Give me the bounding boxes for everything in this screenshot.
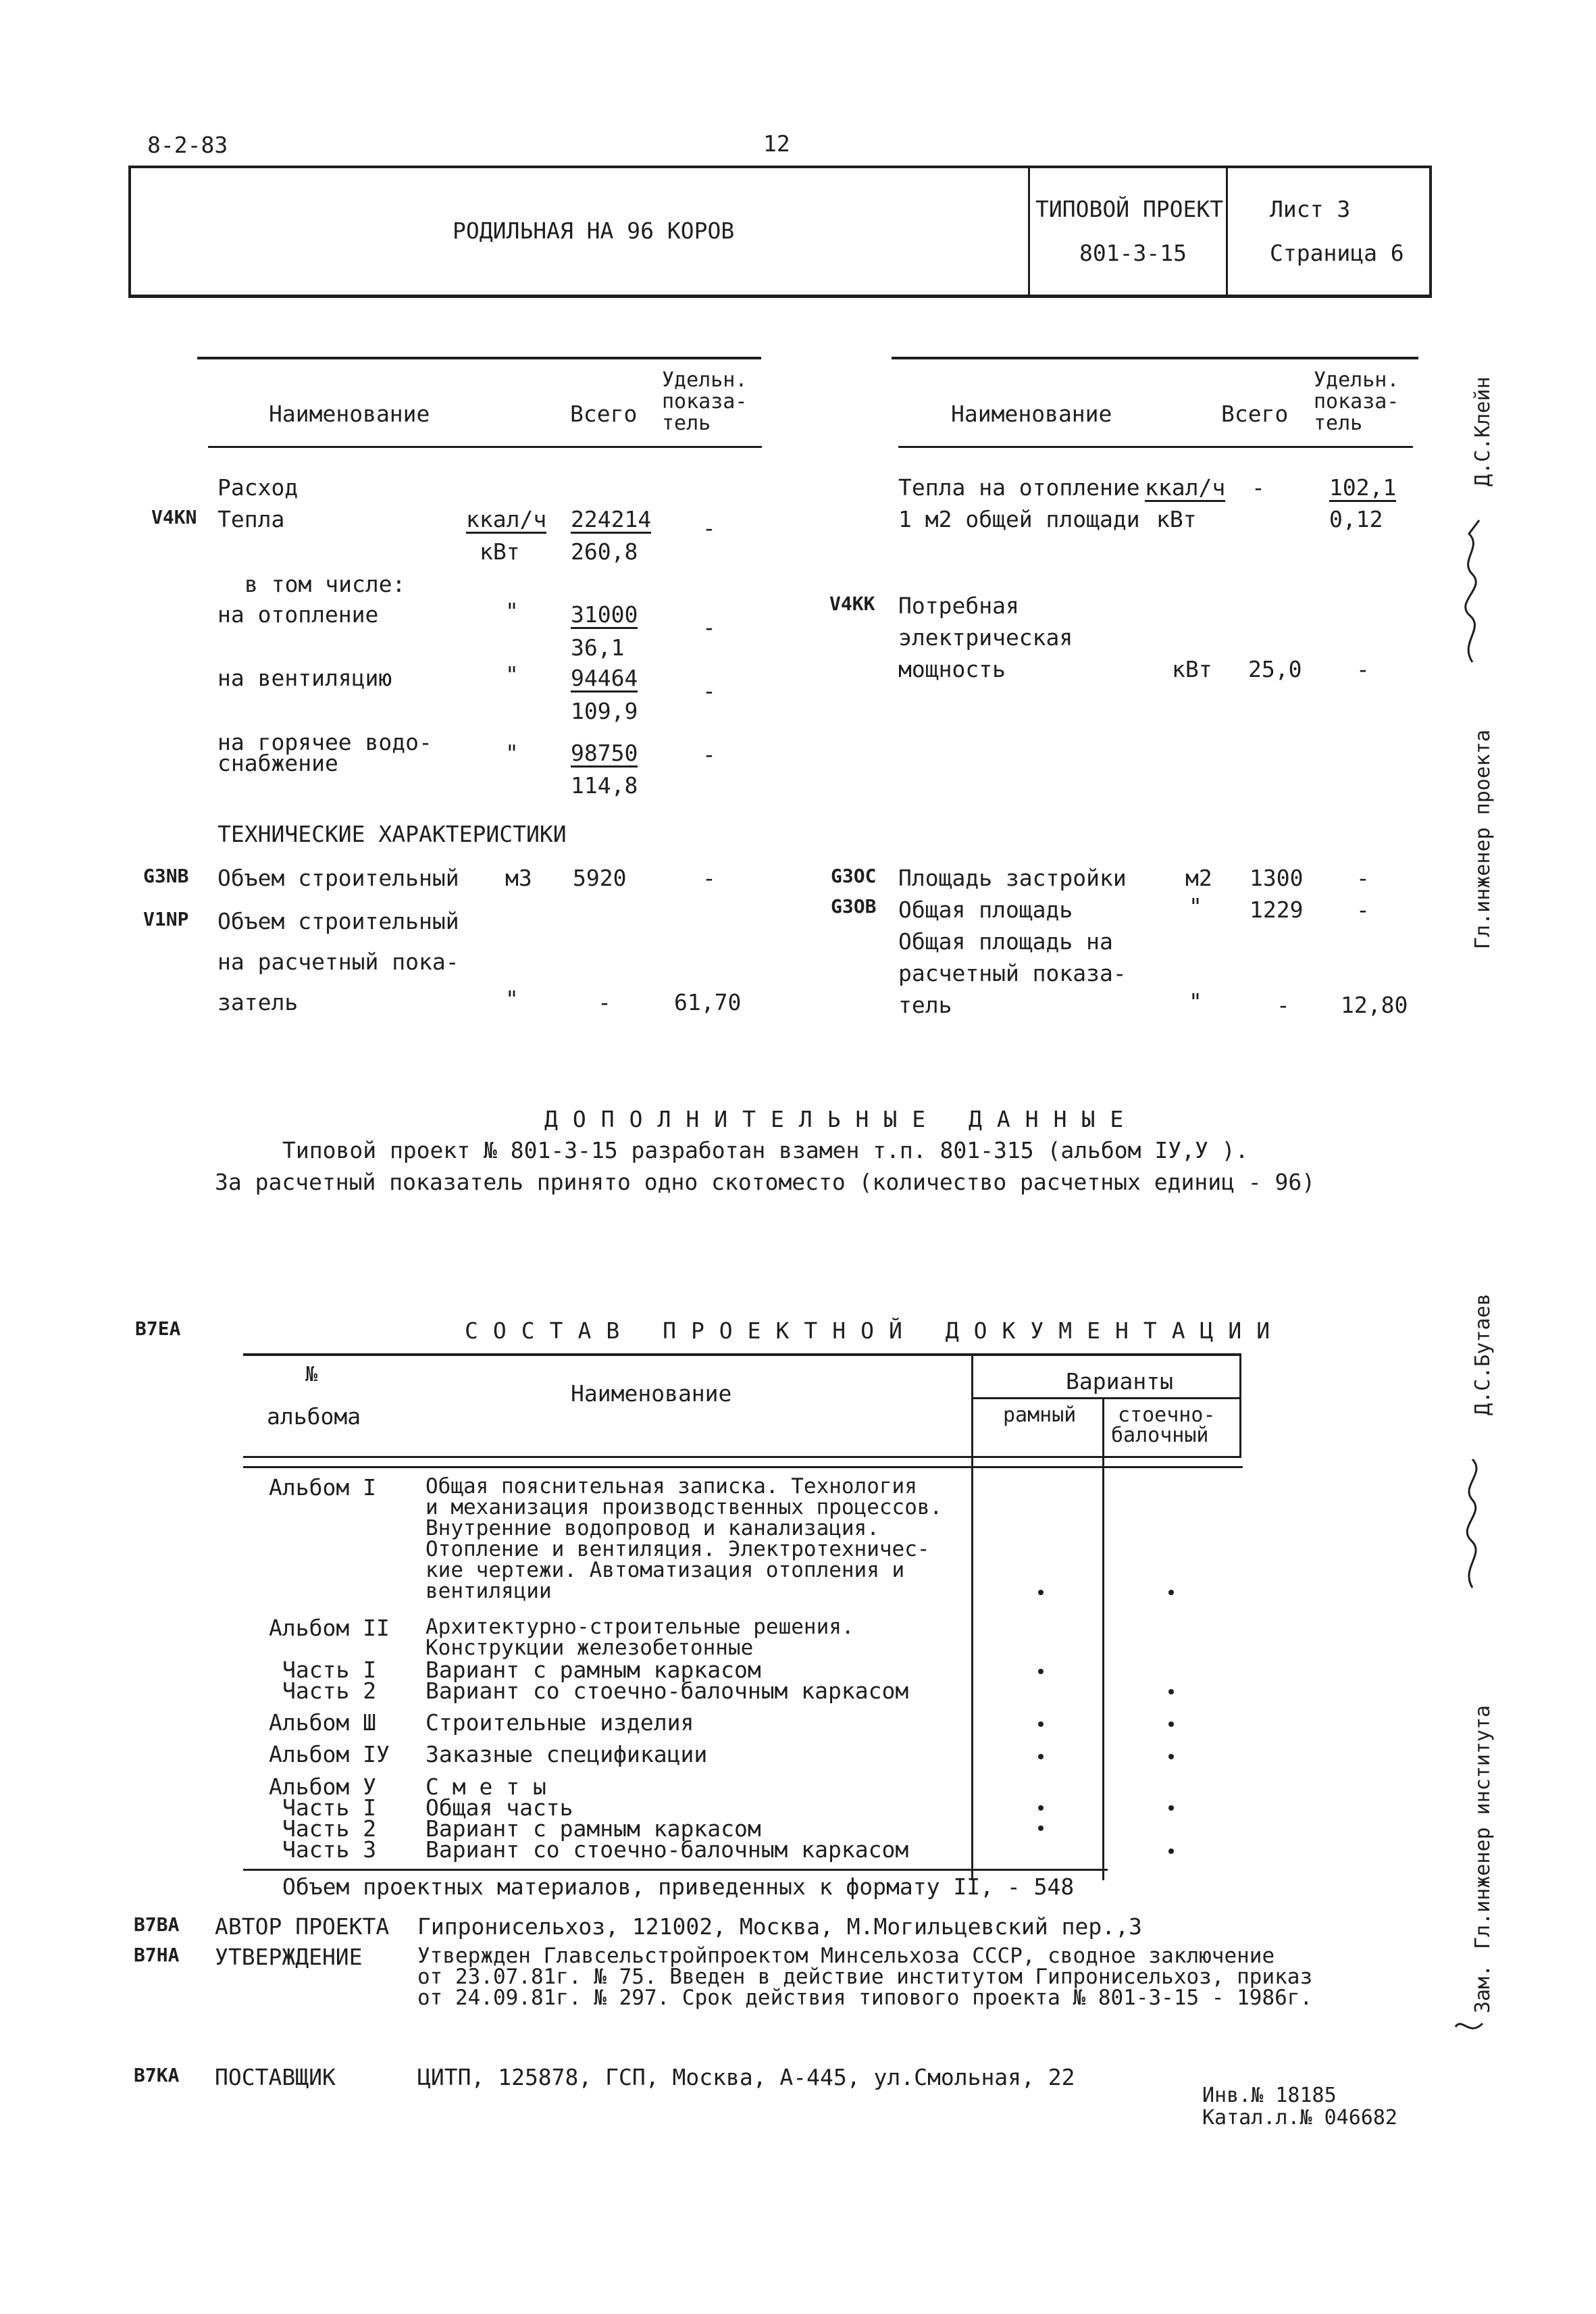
- power-label-1: Потребная: [898, 593, 1019, 619]
- album-1-line: вентиляции: [426, 1579, 552, 1603]
- left-header-specific-2: показа-: [662, 390, 748, 413]
- album-4-number: Альбом IУ: [269, 1741, 390, 1767]
- volume-unit: м3: [505, 865, 532, 891]
- composition-code: B7EA: [135, 1317, 181, 1340]
- album-5-part-1-post-mark: [1168, 1805, 1174, 1811]
- right-table-top-rule: [892, 357, 1418, 359]
- project-number: 801-3-15: [1079, 240, 1187, 266]
- chief-institute-engineer-label: Гл.инженер института: [1471, 1705, 1495, 1949]
- album-4-text: Заказные спецификации: [426, 1741, 708, 1767]
- composition-head-post-1: стоечно-: [1118, 1403, 1216, 1427]
- heat-area-dash: -: [1252, 474, 1265, 501]
- heat-total-kw: 260,8: [571, 538, 638, 565]
- composition-head-no-1: №: [305, 1363, 318, 1386]
- document-title: РОДИЛЬНАЯ НА 96 КОРОВ: [453, 218, 735, 244]
- approval-text: [417, 1946, 1312, 2009]
- including-label: в том числе:: [244, 571, 406, 597]
- album-5-part-3-number: Часть 3: [282, 1836, 377, 1863]
- built-area-unit: м2: [1185, 865, 1212, 891]
- total-area-code: G3OB: [831, 895, 877, 917]
- album-1-line: кие чертежи. Автоматизация отопления и: [426, 1558, 905, 1582]
- hot-water-dash: -: [702, 741, 716, 768]
- album-3-frame-mark: [1038, 1721, 1044, 1727]
- heat-area-value: 102,1: [1329, 474, 1397, 501]
- total-area-dash: -: [1356, 897, 1370, 923]
- album-3-post-mark: [1168, 1721, 1174, 1727]
- hot-water-label-1: на горячее водо-: [217, 729, 432, 755]
- album-2-line: Конструкции железобетонные: [426, 1636, 754, 1660]
- heating-label: на отопление: [217, 601, 379, 628]
- album-4-post-mark: [1168, 1754, 1174, 1759]
- approval-label: УТВЕРЖДЕНИЕ: [215, 1944, 363, 1970]
- supplier-text: ЦИТП, 125878, ГСП, Москва, А-445, ул.Смольная, 22: [417, 2064, 1075, 2090]
- heat-code: V4KN: [151, 506, 197, 528]
- album-1-line: Отопление и вентиляция. Электротехничес-: [426, 1537, 930, 1561]
- title-divider-1: [1028, 166, 1030, 298]
- ventilation-dash: -: [702, 678, 716, 704]
- right-header-name: Наименование: [951, 401, 1112, 427]
- hot-water-ditto: ": [505, 740, 519, 766]
- album-5-part-3-text: Вариант со стоечно-балочным каркасом: [426, 1836, 909, 1863]
- heating-dash: -: [702, 614, 716, 640]
- right-header-total: Всего: [1221, 401, 1289, 427]
- title-block: [128, 166, 1432, 298]
- left-header-specific-1: Удельн.: [662, 368, 748, 392]
- left-header-name: Наименование: [269, 401, 430, 427]
- volume-calc-label-2: на расчетный пока-: [217, 949, 459, 975]
- album-5-text: С м е т ы: [426, 1774, 546, 1800]
- sheet-label: Лист 3: [1270, 196, 1351, 222]
- composition-variants-rule: [971, 1397, 1241, 1399]
- composition-head-name: Наименование: [571, 1380, 732, 1407]
- supplier-label: ПОСТАВЩИК: [215, 2064, 336, 2090]
- built-area-label: Площадь застройки: [898, 865, 1127, 891]
- heat-unit-kw: кВт: [480, 538, 520, 565]
- right-header-specific-1: Удельн.: [1314, 368, 1399, 392]
- extra-data-title: ДОПОЛНИТЕЛЬНЫЕ ДАННЫЕ: [544, 1106, 1139, 1132]
- right-header-specific-2: показа-: [1314, 390, 1399, 413]
- album-5-part-1-text: Общая часть: [426, 1794, 573, 1821]
- album-5-part-2-frame-mark: [1038, 1826, 1044, 1831]
- power-unit: кВт: [1172, 656, 1212, 682]
- heat-area-label-1: Тепла на отопление: [898, 474, 1140, 501]
- power-value: 25,0: [1248, 656, 1302, 682]
- author-code: B7BA: [134, 1913, 180, 1936]
- left-header-total: Всего: [570, 401, 638, 427]
- ventilation-kw: 109,9: [571, 698, 638, 724]
- heat-area-kw: 0,12: [1329, 506, 1383, 532]
- power-code: V4KK: [829, 593, 875, 615]
- chief-project-signature: [1452, 513, 1493, 669]
- tech-characteristics-title: ТЕХНИЧЕСКИЕ ХАРАКТЕРИСТИКИ: [217, 821, 567, 847]
- album-5-part-2-number: Часть 2: [282, 1815, 377, 1842]
- album-1-post-mark: [1168, 1590, 1174, 1595]
- title-divider-2: [1226, 166, 1228, 298]
- composition-col-divider-name: [971, 1353, 973, 1880]
- album-2-description: [426, 1617, 854, 1659]
- approval-line: от 24.09.81г. № 297. Срок действия типового проекта № 801-3-15 - 1986г.: [417, 1986, 1313, 2010]
- album-4-frame-mark: [1038, 1754, 1044, 1759]
- album-1-frame-mark: [1038, 1590, 1044, 1595]
- heat-area-unit-kcal: ккал/ч: [1145, 474, 1226, 501]
- chief-project-engineer-name: Д.С.Клейн: [1471, 376, 1495, 486]
- power-dash: -: [1356, 656, 1370, 682]
- page-number: 12: [763, 130, 790, 157]
- total-area-label: Общая площадь: [898, 897, 1073, 923]
- volume-calc-ditto: ": [505, 986, 519, 1012]
- album-2-number: Альбом II: [269, 1615, 390, 1641]
- total-area-value: 1229: [1250, 897, 1304, 923]
- right-header-specific-3: тель: [1314, 411, 1363, 435]
- approval-line: от 23.07.81г. № 75. Введен в действие институтом Гипронисельхоз, приказ: [417, 1965, 1313, 1989]
- composition-head-variants: Варианты: [1066, 1368, 1173, 1394]
- album-2-line: Архитектурно-строительные решения.: [426, 1615, 854, 1639]
- volume-calc-value: 61,70: [674, 989, 742, 1015]
- album-1-line: и механизация производственных процессов.: [426, 1495, 943, 1519]
- approval-line: Утвержден Главсельстройпроектом Минсельхоза СССР, сводное заключение: [417, 1944, 1275, 1968]
- composition-col-divider-right: [1239, 1353, 1241, 1458]
- album-1-description: [426, 1476, 942, 1602]
- volume-value: 5920: [573, 865, 627, 891]
- heating-value: 31000: [571, 601, 638, 628]
- page-label: Страница 6: [1270, 240, 1404, 266]
- volume-calc-label-1: Объем строительный: [217, 908, 459, 934]
- album-5-part-1-number: Часть I: [282, 1794, 377, 1821]
- album-2-part-1-number: Часть I: [282, 1657, 377, 1683]
- volume-label: Объем строительный: [217, 865, 459, 891]
- catalog-number: Катал.л.№ 046682: [1202, 2106, 1397, 2130]
- extra-data-line-1: Типовой проект № 801-3-15 разработан взамен т.п. 801-315 (альбом IУ,У ).: [282, 1137, 1249, 1163]
- album-5-number: Альбом У: [269, 1774, 376, 1800]
- album-1-line: Общая пояснительная записка. Технология: [426, 1474, 917, 1499]
- ventilation-value: 94464: [571, 665, 638, 691]
- hot-water-kw: 114,8: [571, 772, 638, 799]
- built-area-value: 1300: [1250, 865, 1304, 891]
- left-table-header-rule: [208, 446, 762, 448]
- heat-label: Тепла: [217, 506, 285, 532]
- calc-area-label-1: Общая площадь на: [898, 928, 1113, 955]
- heat-area-unit-kw: кВт: [1156, 506, 1197, 532]
- volume-calc-dash: -: [598, 989, 611, 1015]
- calc-area-label-2: расчетный показа-: [898, 960, 1127, 986]
- album-5-part-3-post-mark: [1168, 1848, 1174, 1854]
- ventilation-label: на вентиляцию: [217, 665, 392, 691]
- album-5-part-2-text: Вариант с рамным каркасом: [426, 1815, 761, 1842]
- hot-water-label-2: снабжение: [217, 750, 338, 776]
- calc-area-label-3: тель: [898, 992, 952, 1018]
- inventory-number: Инв.№ 18185: [1202, 2084, 1337, 2107]
- chief-project-engineer-label: Гл.инженер проекта: [1471, 729, 1495, 949]
- album-5-part-1-frame-mark: [1038, 1805, 1044, 1811]
- composition-volume: Объем проектных материалов, приведенных к формату II, - 548: [282, 1873, 1075, 1900]
- composition-table-bottom-rule: [243, 1466, 1243, 1468]
- author-text: Гипронисельхоз, 121002, Москва, М.Могильцевский пер.,3: [417, 1913, 1142, 1940]
- author-label: АВТОР ПРОЕКТА: [215, 1913, 390, 1940]
- composition-table-end-rule: [243, 1869, 1108, 1871]
- composition-head-post-2: балочный: [1111, 1424, 1209, 1447]
- heating-kw: 36,1: [571, 634, 625, 661]
- composition-title: СОСТАВ ПРОЕКТНОЙ ДОКУМЕНТАЦИИ: [465, 1317, 1285, 1344]
- built-area-dash: -: [1356, 865, 1370, 891]
- built-area-code: G3OC: [831, 865, 877, 887]
- heating-ditto: ": [505, 598, 519, 624]
- composition-col-divider-variant: [1102, 1397, 1104, 1880]
- heat-unit-kcal: ккал/ч: [466, 506, 547, 532]
- volume-code: G3NB: [143, 865, 189, 887]
- album-1-number: Альбом I: [269, 1474, 376, 1501]
- calc-area-value: 12,80: [1341, 992, 1408, 1018]
- album-2-part-2-number: Часть 2: [282, 1678, 377, 1704]
- album-1-line: Внутренние водопровод и канализация.: [426, 1516, 879, 1540]
- heat-area-label-2: 1 м2 общей площади: [898, 506, 1140, 532]
- hot-water-value: 98750: [571, 740, 638, 766]
- composition-head-no-2: альбома: [267, 1403, 361, 1430]
- heat-specific-dash: -: [702, 515, 716, 541]
- right-table-header-rule: [898, 446, 1413, 448]
- left-header-specific-3: тель: [662, 411, 711, 435]
- project-label: ТИПОВОЙ ПРОЕКТ: [1035, 196, 1224, 222]
- volume-calc-code: V1NP: [143, 908, 189, 930]
- left-table-top-rule: [197, 357, 761, 359]
- chief-institute-signature: [1452, 1446, 1493, 1594]
- chief-institute-engineer-name: Д.С.Бутаев: [1471, 1293, 1495, 1415]
- volume-dash: -: [702, 865, 716, 891]
- album-2-part-2-text: Вариант со стоечно-балочным каркасом: [426, 1678, 909, 1704]
- document-code: 8-2-83: [147, 132, 228, 158]
- ventilation-ditto: ": [505, 661, 519, 688]
- deputy-signature: [1452, 2017, 1486, 2037]
- calc-area-dash: -: [1277, 992, 1290, 1018]
- album-3-number: Альбом Ш: [269, 1709, 376, 1736]
- album-2-part-1-text: Вариант с рамным каркасом: [426, 1657, 761, 1683]
- volume-calc-label-3: затель: [217, 989, 299, 1015]
- deputy-label: Зам.: [1471, 1964, 1495, 2013]
- composition-head-frame: рамный: [1003, 1403, 1077, 1427]
- total-area-ditto: ": [1189, 893, 1202, 920]
- album-2-part-2-post-mark: [1168, 1689, 1174, 1694]
- expense-label: Расход: [217, 474, 299, 501]
- album-3-text: Строительные изделия: [426, 1709, 694, 1736]
- approval-code: B7HA: [134, 1944, 180, 1966]
- power-label-2: электрическая: [898, 624, 1073, 651]
- extra-data-line-2: За расчетный показатель принято одно скотоместо (количество расчетных единиц - 96): [215, 1169, 1316, 1195]
- supplier-code: B7KA: [134, 2064, 180, 2086]
- calc-area-ditto: ": [1189, 988, 1202, 1015]
- heat-total-value: 224214: [571, 506, 652, 532]
- album-2-part-1-frame-mark: [1038, 1669, 1044, 1674]
- power-label-3: мощность: [898, 656, 1006, 682]
